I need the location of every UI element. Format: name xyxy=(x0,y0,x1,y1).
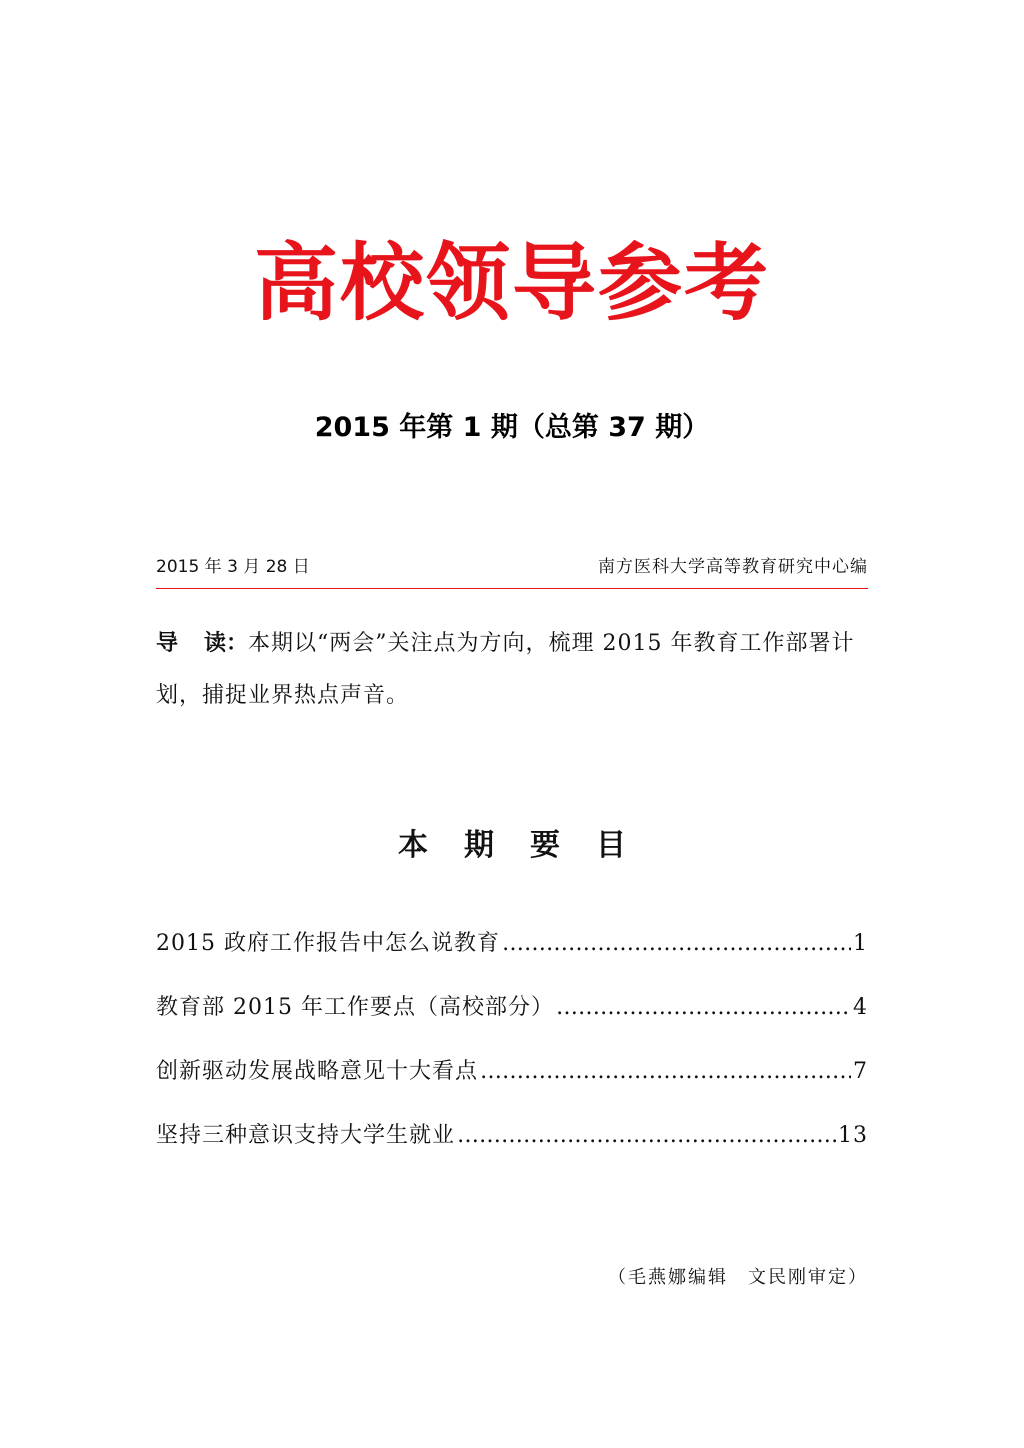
toc-dot-leader xyxy=(457,1110,836,1162)
toc-dot-leader xyxy=(502,918,851,970)
reviewer-name: 文民刚审定 xyxy=(748,1267,848,1288)
toc-heading-char: 期 xyxy=(464,828,494,863)
toc-entry-page: 13 xyxy=(838,1123,868,1148)
toc-heading-char: 本 xyxy=(398,828,428,863)
intro-label-rest: 读： xyxy=(204,631,249,656)
toc-entry-page: 7 xyxy=(853,1059,868,1084)
editor-name: 毛燕娜编辑 xyxy=(628,1267,728,1288)
intro-paragraph xyxy=(156,618,868,722)
toc-entry-title: 教育部 2015 年工作要点（高校部分） xyxy=(156,995,554,1020)
header-divider xyxy=(156,588,868,589)
toc-entry[interactable] xyxy=(156,982,868,1034)
issue-header-row xyxy=(156,553,868,581)
intro-text: 本期以“两会”关注点为方向，梳理 2015 年教育工作部署计划，捕捉业界热点声音。 xyxy=(156,631,855,708)
toc-heading-char: 目 xyxy=(596,828,626,863)
toc-entry[interactable] xyxy=(156,1110,868,1162)
toc-dot-leader xyxy=(480,1046,851,1098)
toc-entry-title: 2015 政府工作报告中怎么说教育 xyxy=(156,931,500,956)
issue-number: 2015 年第 1 期（总第 37 期） xyxy=(314,412,710,443)
toc-entry-title: 创新驱动发展战略意见十大看点 xyxy=(156,1059,479,1084)
toc-entry-page: 4 xyxy=(853,995,868,1020)
toc-heading-char: 要 xyxy=(530,828,560,863)
toc-entry[interactable] xyxy=(156,918,868,970)
publication-title: 高校领导参考 xyxy=(253,233,770,332)
toc-entry-page: 1 xyxy=(853,931,868,956)
toc-entry[interactable] xyxy=(156,1046,868,1098)
editor-credit xyxy=(156,1262,868,1294)
toc-dot-leader xyxy=(556,982,851,1034)
toc-heading xyxy=(0,822,1024,870)
intro-label-first: 导 xyxy=(156,631,179,656)
credit-open-paren: （ xyxy=(608,1267,628,1288)
table-of-contents xyxy=(156,918,868,1174)
publisher-name: 南方医科大学高等教育研究中心编 xyxy=(598,557,868,577)
credit-close-paren: ） xyxy=(848,1267,868,1288)
toc-entry-title: 坚持三种意识支持大学生就业 xyxy=(156,1123,456,1148)
issue-date: 2015 年 3 月 28 日 xyxy=(156,557,310,577)
intro-label xyxy=(156,631,248,656)
